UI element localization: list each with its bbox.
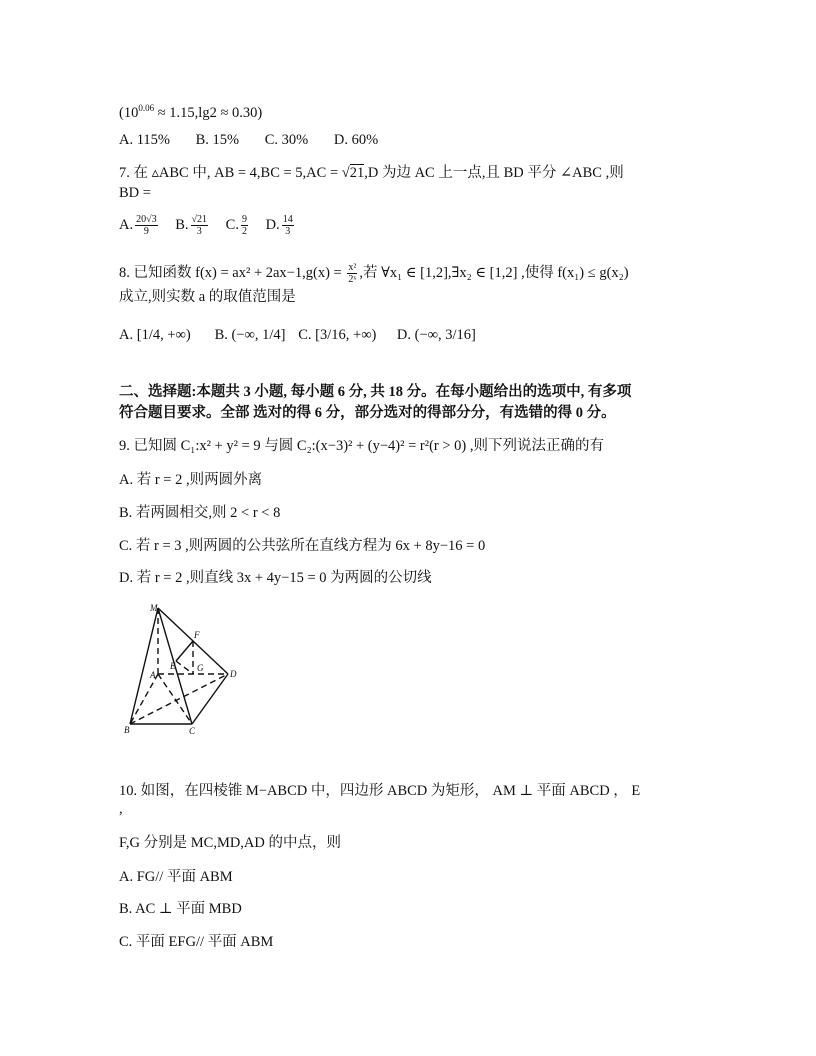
q10-option-a: A. FG// 平面 ABM (119, 869, 233, 885)
q7-option-b: B. $\frac{√21}{3}$ (175, 214, 208, 238)
label-g: G (197, 663, 204, 673)
q7-stem-line2: BD = (119, 185, 151, 201)
q7-option-c: C. $\frac{9}{2}$ (225, 214, 247, 238)
q8-option-d-text: (−∞, 3/16] (414, 327, 476, 343)
section2-heading-line1: 二、选择题:本题共 3 小题, 每小题 6 分, 共 18 分。在每小题给出的选项中, 有多项 (119, 384, 632, 400)
q7-stem-pre: 7. 在 ▵ABC 中, AB = 4,BC = 5,AC = (119, 165, 342, 181)
label-e: E (170, 661, 176, 671)
q8-options-values: A. [1/4, +∞) B. (−∞, 1/4] C. [3/16, +∞) D. (−∞, 3/16] (119, 327, 476, 343)
q9-option-b: B. 若两圆相交,则 2 < r < 8 (119, 505, 281, 521)
q6-option-b: B. 15% (195, 132, 240, 148)
q7-option-d: D. $\frac{14}{3}$ (265, 214, 293, 238)
q7-sqrt-value: 21 (349, 165, 365, 181)
label-a: A (150, 670, 156, 680)
q7-stem-line1: 7. 在 ▵ABC 中, AB = 4,BC = 5,AC = √21,D 为边 AC 上一点,且 BD 平分 ∠ABC ,则 (119, 165, 624, 181)
q7-stem-post: ,D 为边 AC 上一点,且 BD 平分 ∠ABC ,则 (364, 165, 624, 181)
q8-option-b-text: (−∞, 1/4] (231, 327, 286, 343)
q6-option-c: C. 30% (264, 132, 309, 148)
q8-stem-line2: 成立,则实数 a 的取值范围是 (119, 289, 296, 305)
q9-option-d: D. 若 r = 2 ,则直线 3x + 4y−15 = 0 为两圆的公切线 (119, 570, 432, 586)
edge-mb (130, 608, 158, 724)
q7-option-a: A. $\frac{20√3}{9}$ (119, 214, 157, 238)
q6-options (119, 130, 400, 150)
label-d: D (230, 669, 237, 679)
edge-cd (192, 674, 228, 724)
q9-option-c: C. 若 r = 3 ,则两圆的公共弦所在直线方程为 6x + 8y−16 = 0 (119, 538, 486, 554)
q10-stem-line2: F,G 分别是 MC,MD,AD 的中点，则 (119, 835, 341, 851)
edge-ef (176, 641, 193, 661)
q9-option-a: A. 若 r = 2 ,则两圆外离 (119, 472, 263, 488)
label-m: M (150, 603, 158, 613)
edge-eg (176, 661, 193, 674)
label-c: C (189, 726, 196, 736)
q10-stem-line1b: , (119, 801, 123, 817)
q6-option-d: D. 60% (333, 132, 379, 148)
q6-hint: $(10^{0.06} \approx 1.15,\lg 2 \approx 0.30)$ (119, 103, 263, 121)
q10-option-c: C. 平面 EFG// 平面 ABM (119, 934, 274, 950)
q6-option-a: A. 115% (119, 132, 171, 148)
section2-heading-line2: 符合题目要求。全部 选对的得 6 分，部分选对的得部分分，有选错的得 0 分。 (119, 405, 616, 421)
q9-stem: 9. 已知圆 C₁:x² + y² = 9 与圆 C₂:(x−3)² + (y−4)² = r²(r > 0) ,则下列说法正确的有 (119, 438, 604, 454)
q10-stem-line1: 10. 如图，在四棱锥 M−ABCD 中，四边形 ABCD 为矩形， AM ⊥ 平面 ABCD ， E (119, 783, 641, 799)
label-f: F (194, 630, 200, 640)
q7-options (119, 212, 318, 238)
q8-option-a-text: [1/4, +∞) (136, 327, 191, 343)
q10-option-b: B. AC ⊥ 平面 MBD (119, 901, 242, 917)
q8-option-c-text: [3/16, +∞) (315, 327, 377, 343)
label-b: B (124, 725, 130, 735)
edge-ac (158, 674, 192, 724)
pyramid-figure (120, 600, 250, 740)
q8-stem-line1: 8. 已知函数 f(x) = ax² + 2ax−1,g(x) = $\frac{\text{x²}}{\text{2ˣ}}$ ,若 ∀x₁ ∈ [1,2],∃x₂ ∈ [1,2] ,使得 f(x₁) ≤ g(x₂) (119, 262, 629, 286)
